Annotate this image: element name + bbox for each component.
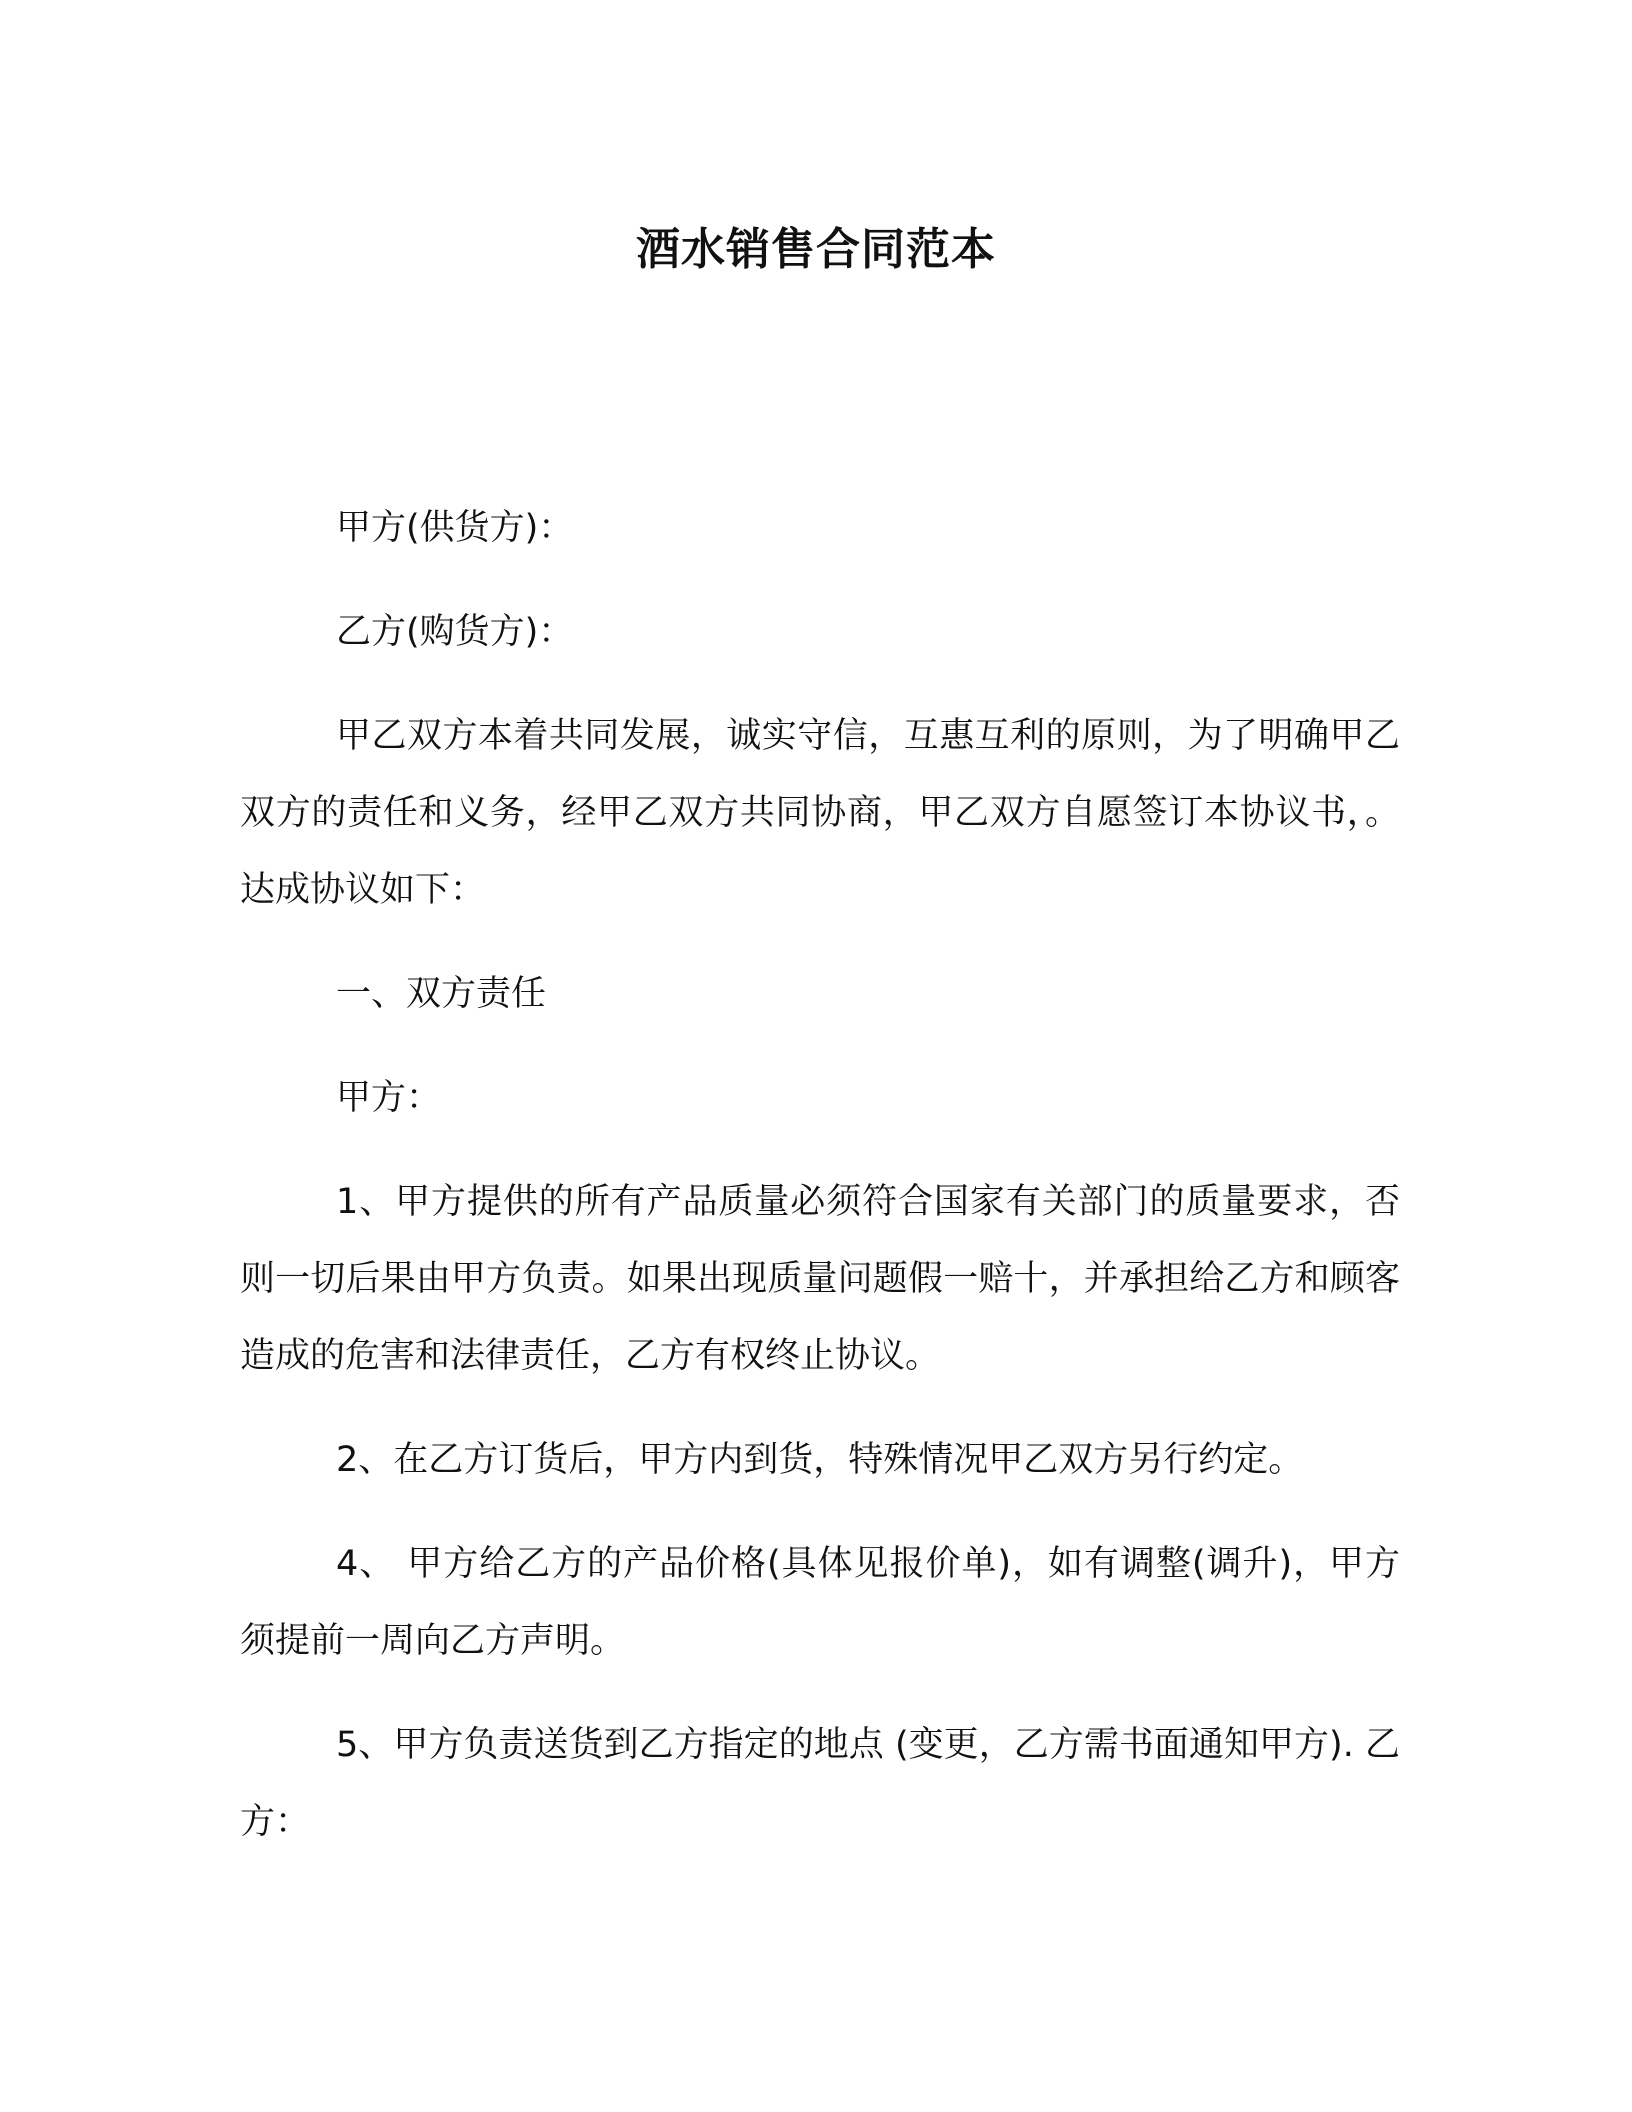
document-title: 酒水销售合同范本 xyxy=(636,224,996,275)
clause-2: 2、在乙方订货后，甲方内到货，特殊情况甲乙双方另行约定。 xyxy=(336,1440,1304,1480)
party-a-heading: 甲方： xyxy=(336,1078,442,1118)
clause-1: 1、甲方提供的所有产品质量必须符合国家有关部门的质量要求，否则一切后果由甲方负责。如果出现质量问题假一赔十，并承担给乙方和顾客造成的危害和法律责任，乙方有权终止协议。 xyxy=(240,1182,1400,1376)
preamble-paragraph: 甲乙双方本着共同发展，诚实守信，互惠互利的原则，为了明确甲乙双方的责任和义务，经甲乙双方共同协商，甲乙双方自愿签订本协议书，。达成协议如下： xyxy=(240,716,1400,910)
clause-4: 4、 甲方给乙方的产品价格(具体见报价单)，如有调整(调升)，甲方须提前一周向乙方声明。 xyxy=(240,1544,1400,1661)
section-heading-responsibilities: 一、双方责任 xyxy=(336,974,547,1014)
clause-5: 5、甲方负责送货到乙方指定的地点 (变更，乙方需书面通知甲方). 乙方： xyxy=(240,1725,1400,1842)
party-a-line: 甲方(供货方)： xyxy=(336,508,574,548)
document-body xyxy=(240,490,1400,1888)
party-b-line: 乙方(购货方)： xyxy=(336,612,574,652)
